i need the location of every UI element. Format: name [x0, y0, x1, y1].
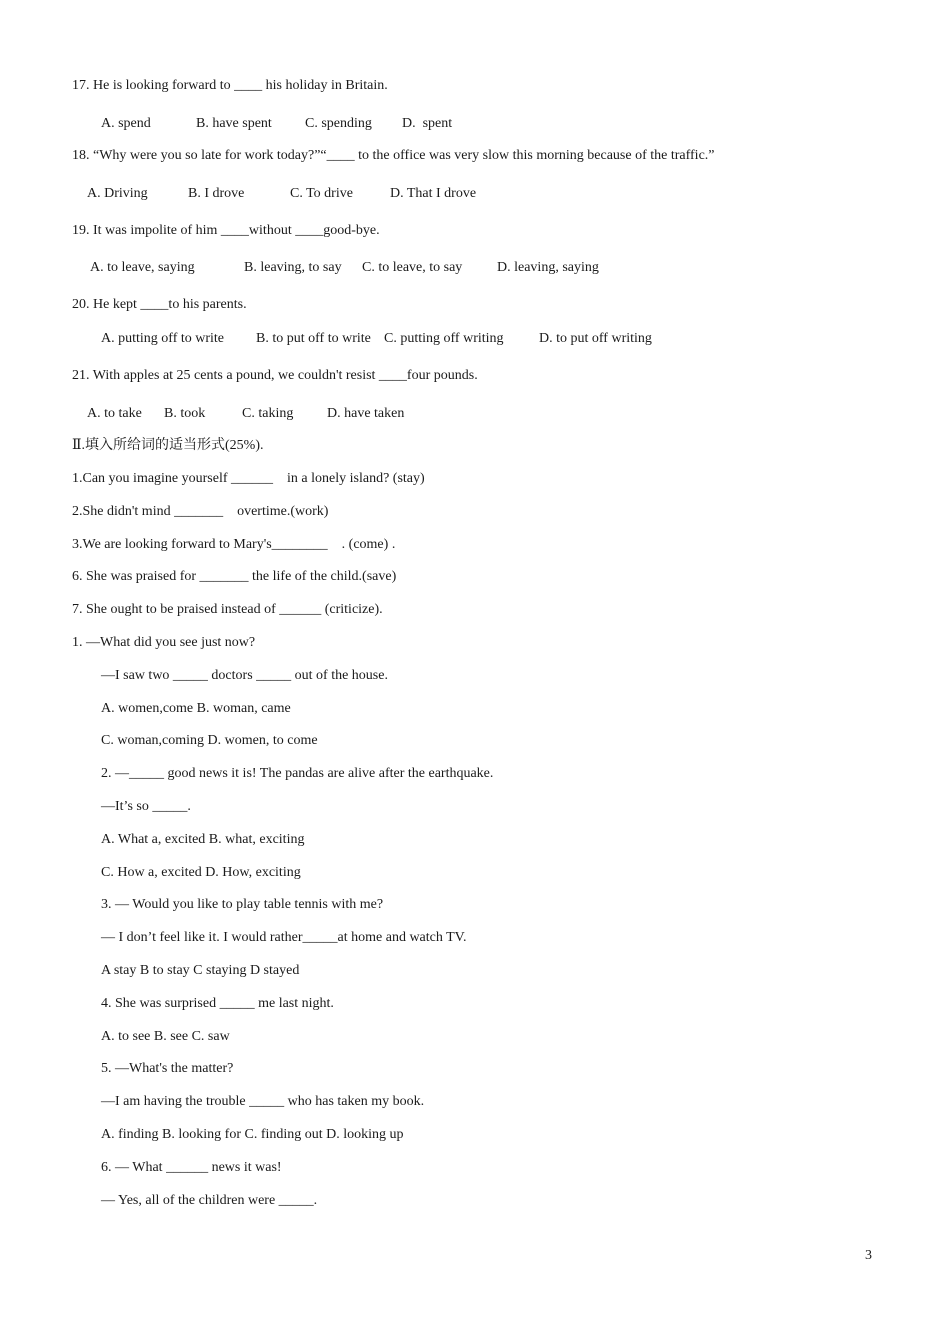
- q19-option-a: A. to leave, saying: [90, 260, 195, 275]
- dialog-1-options-cd: C. woman,coming D. women, to come: [101, 733, 318, 748]
- dialog-2-question: 2. —_____ good news it is! The pandas are alive after the earthquake.: [101, 766, 494, 781]
- q17-option-a: A. spend: [101, 116, 151, 131]
- q21-option-b: B. took: [164, 406, 206, 421]
- dialog-5-question: 5. —What's the matter?: [101, 1061, 234, 1076]
- fill-item-3: 3.We are looking forward to Mary's________ . (come) .: [72, 537, 396, 552]
- fill-item-1: 1.Can you imagine yourself ______ in a lonely island? (stay): [72, 471, 425, 486]
- q18-stem: 18. “Why were you so late for work today?”“____ to the office was very slow this morning because of the traffic.”: [72, 148, 715, 163]
- q18-option-b: B. I drove: [188, 186, 245, 201]
- q17-option-b: B. have spent: [196, 116, 272, 131]
- dialog-1-question: 1. —What did you see just now?: [72, 635, 256, 650]
- q19-stem: 19. It was impolite of him ____without ____good-bye.: [72, 223, 380, 238]
- question-4-stem: 4. She was surprised _____ me last night.: [101, 996, 334, 1011]
- fill-item-2: 2.She didn't mind _______ overtime.(work): [72, 504, 329, 519]
- dialog-1-reply: —I saw two _____ doctors _____ out of the house.: [101, 668, 388, 683]
- fill-item-6: 6. She was praised for _______ the life of the child.(save): [72, 569, 397, 584]
- dialog-3-question: 3. — Would you like to play table tennis with me?: [101, 897, 384, 912]
- q19-option-b: B. leaving, to say: [244, 260, 342, 275]
- question-4-options: A. to see B. see C. saw: [101, 1029, 230, 1044]
- q17-option-d: D. spent: [402, 116, 453, 131]
- q20-option-b: B. to put off to write: [256, 331, 371, 346]
- q18-option-d: D. That I drove: [390, 186, 477, 201]
- q21-option-a: A. to take: [87, 406, 142, 421]
- q17-option-c: C. spending: [305, 116, 372, 131]
- dialog-2-options-ab: A. What a, excited B. what, exciting: [101, 832, 305, 847]
- q21-option-d: D. have taken: [327, 406, 405, 421]
- dialog-1-options-ab: A. women,come B. woman, came: [101, 701, 291, 716]
- page-number: 3: [865, 1248, 872, 1263]
- dialog-6-reply: — Yes, all of the children were _____.: [101, 1193, 318, 1208]
- q18-option-a: A. Driving: [87, 186, 148, 201]
- q21-option-c: C. taking: [242, 406, 294, 421]
- q18-option-c: C. To drive: [290, 186, 353, 201]
- q20-option-c: C. putting off writing: [384, 331, 504, 346]
- dialog-3-reply: — I don’t feel like it. I would rather_____at home and watch TV.: [101, 930, 467, 945]
- fill-item-7: 7. She ought to be praised instead of ______ (criticize).: [72, 602, 383, 617]
- q17-stem: 17. He is looking forward to ____ his holiday in Britain.: [72, 78, 388, 93]
- dialog-3-options: A stay B to stay C staying D stayed: [101, 963, 300, 978]
- q20-option-a: A. putting off to write: [101, 331, 225, 346]
- section-2-heading: Ⅱ.填入所给词的适当形式(25%).: [72, 438, 264, 453]
- dialog-5-options: A. finding B. looking for C. finding out D. looking up: [101, 1127, 404, 1142]
- dialog-2-options-cd: C. How a, excited D. How, exciting: [101, 865, 301, 880]
- dialog-6-question: 6. — What ______ news it was!: [101, 1160, 282, 1175]
- q19-option-d: D. leaving, saying: [497, 260, 599, 275]
- dialog-2-reply: —It’s so _____.: [101, 799, 191, 814]
- dialog-5-reply: —I am having the trouble _____ who has taken my book.: [101, 1094, 425, 1109]
- q21-stem: 21. With apples at 25 cents a pound, we couldn't resist ____four pounds.: [72, 368, 478, 383]
- q20-option-d: D. to put off writing: [539, 331, 652, 346]
- q20-stem: 20. He kept ____to his parents.: [72, 297, 247, 312]
- q19-option-c: C. to leave, to say: [362, 260, 463, 275]
